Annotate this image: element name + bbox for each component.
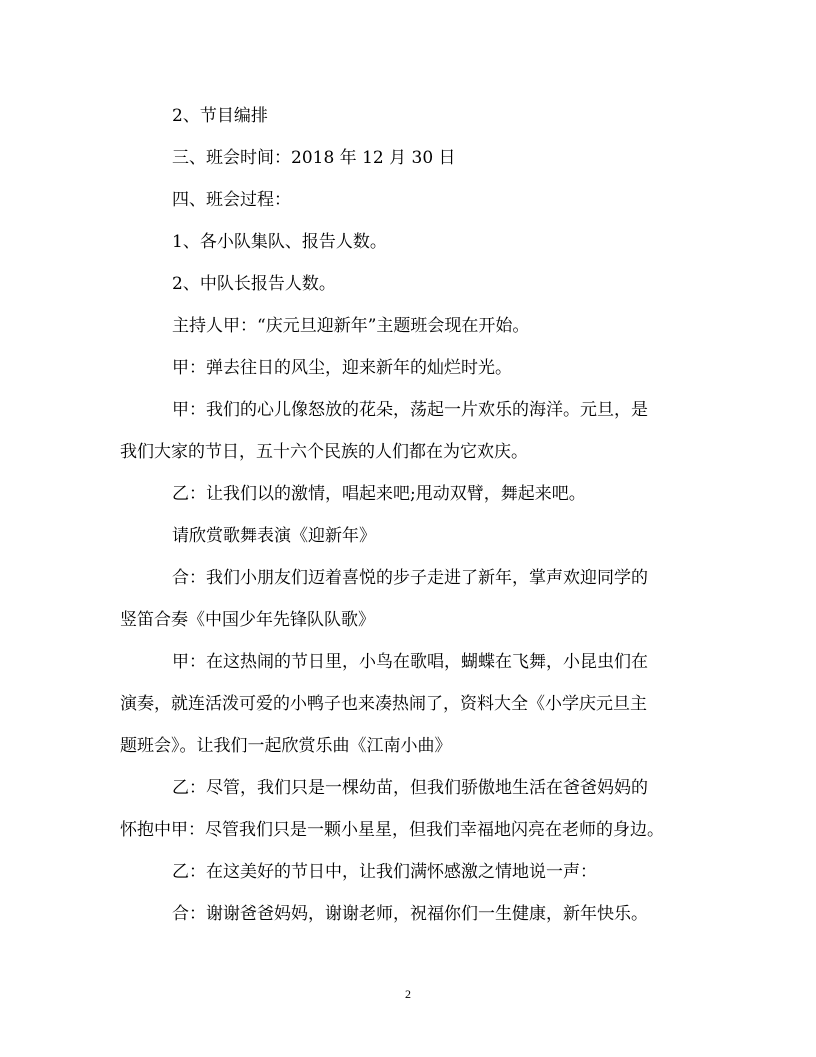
host-opening-line: 主持人甲：“庆元旦迎新年”主题班会现在开始。 [172, 316, 530, 336]
process-step-2: 2、中队长报告人数。 [172, 274, 336, 294]
meeting-process-heading: 四、班会过程： [172, 190, 291, 210]
dialogue-continuation: 我们大家的节日，五十六个民族的人们都在为它欢庆。 [120, 442, 528, 462]
dialogue-line: 合：我们小朋友们迈着喜悦的步子走进了新年，掌声欢迎同学的 [172, 568, 648, 588]
process-step-1: 1、各小队集队、报告人数。 [172, 232, 387, 252]
dialogue-continuation: 怀抱中甲：尽管我们只是一颗小星星，但我们幸福地闪亮在老师的身边。 [120, 820, 664, 840]
meeting-time-line: 三、班会时间：2018 年 12 月 30 日 [172, 148, 456, 168]
page-number: 2 [405, 987, 411, 1001]
dialogue-continuation: 题班会》。让我们一起欣赏乐曲《江南小曲》 [120, 736, 452, 756]
dialogue-line: 甲：在这热闹的节日里，小鸟在歌唱，蝴蝶在飞舞，小昆虫们在 [172, 652, 648, 672]
dialogue-line: 乙：让我们以的激情，唱起来吧;甩动双臂，舞起来吧。 [172, 484, 586, 504]
dialogue-line: 乙：在这美好的节日中，让我们满怀感激之情地说一声： [172, 862, 597, 882]
dialogue-continuation: 竖笛合奏《中国少年先锋队队歌》 [120, 610, 375, 630]
program-arrangement-line: 2、节目编排 [172, 106, 268, 126]
performance-announcement: 请欣赏歌舞表演《迎新年》 [172, 526, 376, 546]
dialogue-continuation: 演奏，就连活泼可爱的小鸭子也来凑热闹了，资料大全《小学庆元旦主 [120, 694, 647, 714]
dialogue-line: 甲：弹去往日的风尘，迎来新年的灿烂时光。 [172, 358, 512, 378]
dialogue-line: 乙：尽管，我们只是一棵幼苗，但我们骄傲地生活在爸爸妈妈的 [172, 778, 648, 798]
dialogue-line: 甲：我们的心儿像怒放的花朵，荡起一片欢乐的海洋。元旦，是 [172, 400, 648, 420]
closing-line: 合：谢谢爸爸妈妈，谢谢老师，祝福你们一生健康，新年快乐。 [172, 904, 648, 924]
